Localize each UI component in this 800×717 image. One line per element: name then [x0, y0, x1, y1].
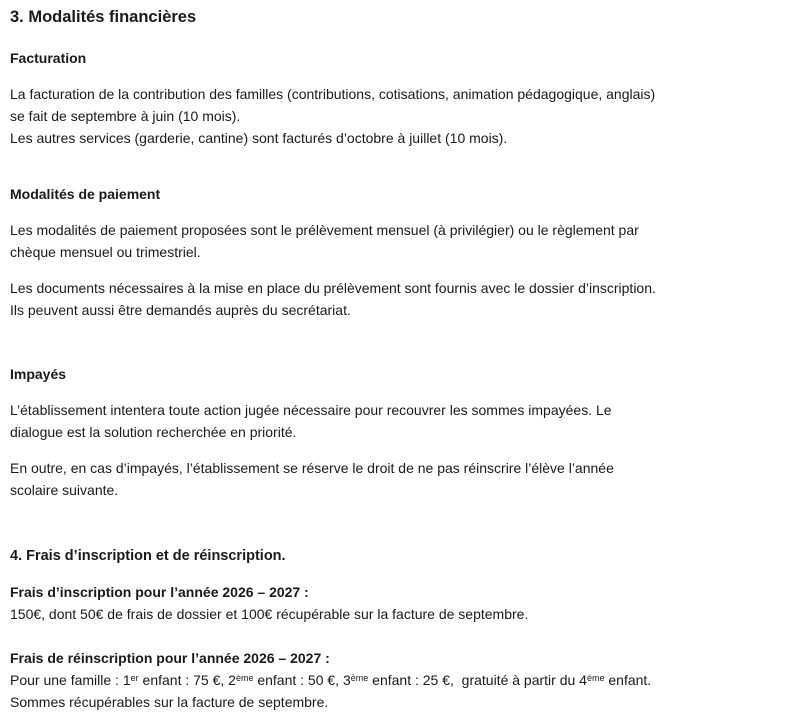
- reinscription-segment: enfant.: [604, 672, 652, 688]
- impayes-p1-line-1: L’établissement intentera toute action jugée nécessaire pour recouvrer les sommes impayées. Le: [10, 402, 612, 418]
- paiement-paragraph-2: [10, 277, 762, 321]
- ordinal-superscript: ème: [235, 673, 254, 683]
- facturation-line-2: se fait de septembre à juin (10 mois).: [10, 108, 241, 124]
- facturation-line-1: La facturation de la contribution des familles (contributions, cotisations, animation pédagogique, anglais): [10, 86, 656, 102]
- paiement-paragraph-1: [10, 219, 762, 263]
- ordinal-superscript: er: [130, 673, 139, 683]
- reinscription-segment: Pour une famille : 1: [10, 672, 131, 688]
- section-3-heading: 3. Modalités financières: [10, 8, 197, 26]
- paiement-p1-line-2: chèque mensuel ou trimestriel.: [10, 244, 201, 260]
- impayes-p2-line-2: scolaire suivante.: [10, 482, 119, 498]
- impayes-paragraph-2: [10, 457, 762, 501]
- paiement-subheading: Modalités de paiement: [10, 186, 161, 202]
- facturation-subheading: Facturation: [10, 50, 87, 66]
- impayes-subheading: Impayés: [10, 366, 67, 382]
- paiement-p2-line-1: Les documents nécessaires à la mise en place du prélèvement sont fournis avec le dossier d’inscription.: [10, 280, 656, 296]
- section-4-heading: 4. Frais d’inscription et de réinscription.: [10, 548, 286, 564]
- facturation-line-3: Les autres services (garderie, cantine) sont facturés d’octobre à juillet (10 mois).: [10, 130, 508, 146]
- reinscription-segment: enfant : 50 €, 3: [253, 672, 351, 688]
- ordinal-superscript: ème: [586, 673, 605, 683]
- frais-reinscription-title: Frais de réinscription pour l’année 2026 – 2027 :: [10, 650, 330, 666]
- frais-reinscription-block: [10, 647, 762, 713]
- frais-inscription-block: [10, 581, 762, 625]
- frais-inscription-detail: 150€, dont 50€ de frais de dossier et 100€ récupérable sur la facture de septembre.: [10, 606, 529, 622]
- impayes-paragraph-1: [10, 399, 762, 443]
- impayes-p2-line-1: En outre, en cas d’impayés, l’établissement se réserve le droit de ne pas réinscrire l’élève l’année: [10, 460, 614, 476]
- reinscription-segment: enfant : 25 €, gratuité à partir du 4: [368, 672, 587, 688]
- paiement-p2-line-2: Ils peuvent aussi être demandés auprès du secrétariat.: [10, 302, 351, 318]
- frais-reinscription-note: Sommes récupérables sur la facture de septembre.: [10, 694, 329, 710]
- impayes-p1-line-2: dialogue est la solution recherchée en priorité.: [10, 424, 297, 440]
- frais-reinscription-detail: [10, 669, 762, 691]
- paiement-p1-line-1: Les modalités de paiement proposées sont le prélèvement mensuel (à privilégier) ou le règlement par: [10, 222, 639, 238]
- reinscription-segment: enfant : 75 €, 2: [138, 672, 236, 688]
- ordinal-superscript: ème: [350, 673, 369, 683]
- frais-inscription-title: Frais d’inscription pour l’année 2026 – 2027 :: [10, 584, 309, 600]
- facturation-paragraph: [10, 83, 762, 149]
